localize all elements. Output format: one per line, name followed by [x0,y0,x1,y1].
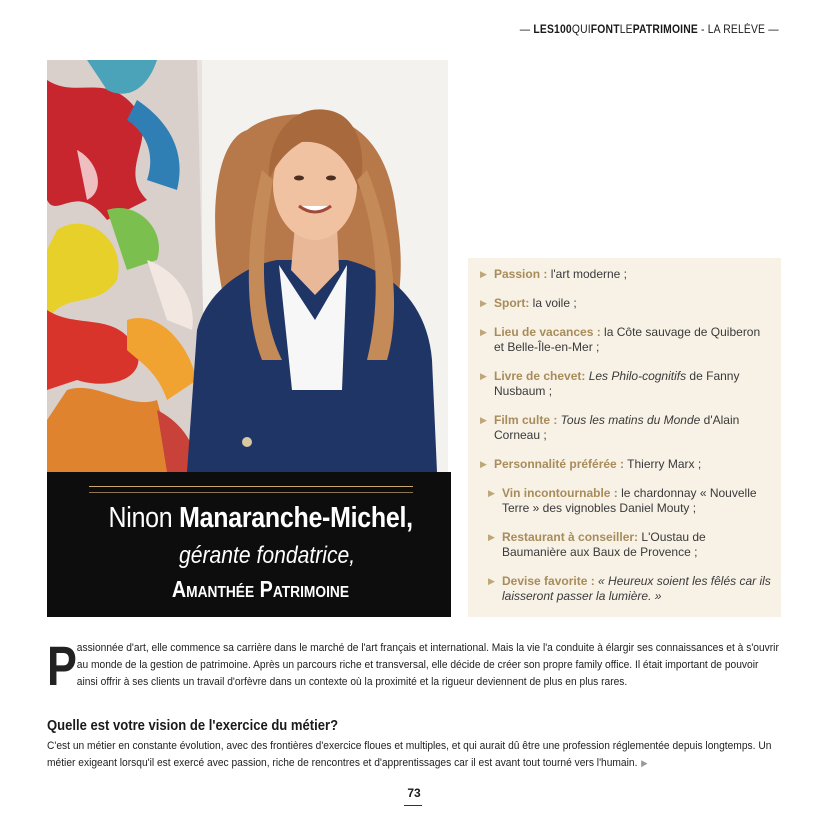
pennant-icon: ▶ [488,576,495,586]
running-header [520,24,779,36]
fact-text: la Côte sauvage de Quiberon et Belle-Île-en-Mer ; [494,325,761,354]
fact-text: Thierry Marx ; [624,457,702,471]
fact-italic: Les Philo-cognitifs [585,369,687,383]
header-dash-right: — [768,24,779,36]
fact-item [480,296,773,311]
intro-paragraph [47,634,780,697]
portrait-illustration [47,60,448,472]
fact-label: Devise favorite : [502,574,595,588]
caption-rule-bottom [89,492,413,493]
pennant-icon: ▶ [480,415,487,425]
fact-label: Sport: [494,296,530,310]
fact-item [480,369,773,399]
fact-item [480,267,773,282]
header-part5: PATRIMOINE [632,24,699,36]
name-comma: , [406,502,413,534]
pennant-icon: ▶ [488,532,495,542]
drop-cap: P [47,634,77,697]
page-number: 73 [407,786,421,800]
fact-text: la voile ; [529,296,577,310]
fact-label: Personnalité préférée : [494,457,625,471]
pennant-icon: ▶ [480,298,487,308]
header-dash-left: — [520,24,531,36]
fact-item [480,413,773,443]
fact-item [480,325,773,355]
answer-text: C'est un métier en constante évolution, avec des frontières d'exercice floues et multiples, et qui aurait dû être une profession réglementée depuis longtemps. Un métier exigeant lorsqu'il est exercé avec passion, riche de rencontres et d'apprentissages car il est avant tout tourné vers l'humain. [47,740,772,769]
fact-item [480,574,773,604]
fact-italic: « Heureux soient les fêlés car ils laisseront passer la lumière. » [502,574,771,603]
first-name: Ninon [108,502,173,534]
header-part1: LES100 [533,24,573,36]
intro-text: assionnée d'art, elle commence sa carrière dans le marché de l'art français et international. Mais la vie l'a conduite à élargir ses connaissances et à s'ouvrir au monde de la gestion de patrimoine. Après un parcours riche et transversal, elle décide de créer son propre family office. Il était important de pouvoir ainsi offrir à ses clients un travail d'orfèvre dans un contexte où la proximité et la rigueur deviennent de plus en plus rares. [76,642,779,688]
header-part3: FONT [591,24,620,36]
fact-text: d'Alain Corneau ; [494,413,740,442]
header-part6: - LA RELÈVE [698,24,769,36]
company-name: Amanthée Patrimoine [171,576,349,602]
fact-text: de Fanny Nusbaum ; [494,369,740,398]
interview-question: Quelle est votre vision de l'exercice du métier? [47,718,339,734]
fact-label: Vin incontournable : [502,486,618,500]
fact-item [480,486,773,516]
portrait-photo [47,60,448,472]
abstract-painting [47,60,207,472]
fact-label: Lieu de vacances : [494,325,601,339]
pennant-icon: ▶ [480,269,487,279]
person-role: gérante fondatrice, [178,542,355,569]
header-part4: LE [619,24,633,36]
fact-text: L'Oustau de Baumanière aux Baux de Provence ; [502,530,706,559]
fact-label: Passion : [494,267,548,281]
interview-answer [47,738,782,772]
fact-label: Livre de chevet: [494,369,586,383]
pennant-icon: ▶ [488,488,495,498]
facts-box [468,258,781,617]
name-caption [47,472,451,617]
page-number-rule [404,805,422,806]
pennant-icon: ▶ [480,327,487,337]
fact-text: l'art moderne ; [547,267,628,281]
fact-italic: Tous les matins du Monde [557,413,701,427]
pennant-icon: ▶ [641,758,648,768]
pennant-icon: ▶ [480,459,487,469]
header-part2: QUI [572,24,592,36]
pennant-icon: ▶ [480,371,487,381]
fact-item [480,530,773,560]
fact-label: Restaurant à conseiller: [502,530,639,544]
fact-label: Film culte : [494,413,558,427]
fact-text: le chardonnay « Nouvelle Terre » des vignobles Daniel Mouty ; [502,486,757,515]
person-name [109,502,413,535]
fact-item [480,457,773,472]
caption-rule-top [89,486,413,487]
last-name: Manaranche-Michel [179,502,407,534]
